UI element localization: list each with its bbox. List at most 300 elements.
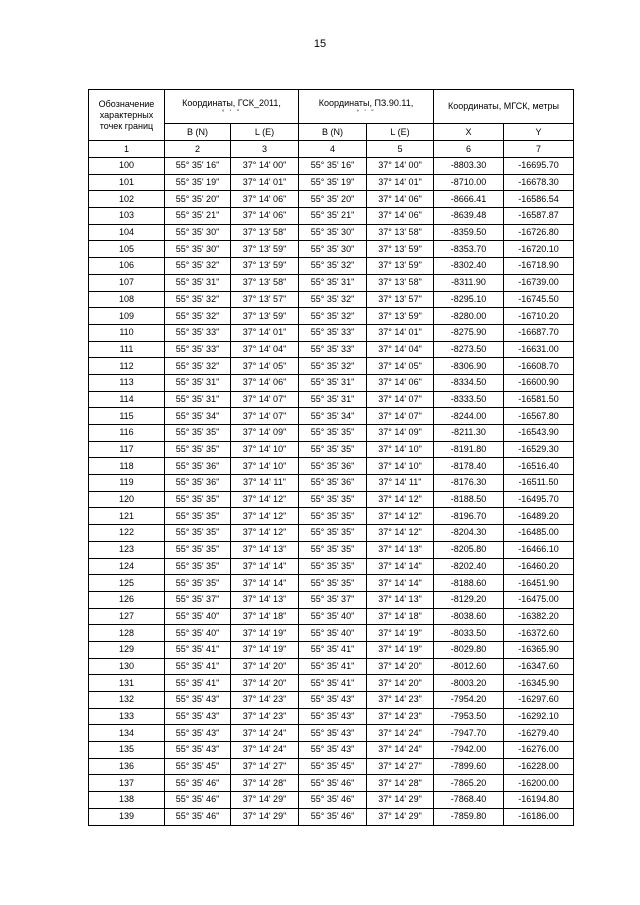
l-gsk-cell: 37° 14' 14" xyxy=(231,558,299,575)
b-gsk-cell: 55° 35' 40" xyxy=(165,608,231,625)
y-cell: -16718.90 xyxy=(504,258,574,275)
table-row xyxy=(89,491,574,508)
l-pz-cell: 37° 13' 58" xyxy=(367,224,434,241)
table-row xyxy=(89,692,574,709)
b-gsk-cell: 55° 35' 35" xyxy=(165,525,231,542)
header-point-label: Обозначение характерных точек границ xyxy=(89,90,165,141)
l-gsk-cell: 37° 14' 07" xyxy=(231,391,299,408)
header-sub-l-gsk: L (E) xyxy=(231,124,299,141)
point-id-cell: 126 xyxy=(89,591,165,608)
l-gsk-cell: 37° 14' 19" xyxy=(231,641,299,658)
y-cell: -16608.70 xyxy=(504,358,574,375)
l-gsk-cell: 37° 14' 19" xyxy=(231,625,299,642)
l-pz-cell: 37° 14' 24" xyxy=(367,725,434,742)
point-id-cell: 102 xyxy=(89,191,165,208)
point-id-cell: 119 xyxy=(89,475,165,492)
table-row xyxy=(89,708,574,725)
b-pz-cell: 55° 35' 30" xyxy=(299,241,367,258)
l-gsk-cell: 37° 14' 13" xyxy=(231,591,299,608)
table-row xyxy=(89,758,574,775)
l-pz-cell: 37° 14' 06" xyxy=(367,191,434,208)
table-row xyxy=(89,274,574,291)
table-row xyxy=(89,742,574,759)
b-pz-cell: 55° 35' 20" xyxy=(299,191,367,208)
point-id-cell: 105 xyxy=(89,241,165,258)
point-id-cell: 135 xyxy=(89,742,165,759)
l-pz-cell: 37° 14' 12" xyxy=(367,491,434,508)
l-gsk-cell: 37° 14' 23" xyxy=(231,708,299,725)
y-cell: -16631.00 xyxy=(504,341,574,358)
y-cell: -16495.70 xyxy=(504,491,574,508)
b-gsk-cell: 55° 35' 41" xyxy=(165,658,231,675)
point-id-cell: 131 xyxy=(89,675,165,692)
b-gsk-cell: 55° 35' 30" xyxy=(165,224,231,241)
x-cell: -8803.30 xyxy=(434,158,504,175)
x-cell: -7954.20 xyxy=(434,692,504,709)
x-cell: -8302.40 xyxy=(434,258,504,275)
b-pz-cell: 55° 35' 35" xyxy=(299,441,367,458)
header-sub-b-pz: B (N) xyxy=(299,124,367,141)
header-sub-l-pz: L (E) xyxy=(367,124,434,141)
l-gsk-cell: 37° 14' 14" xyxy=(231,575,299,592)
table-row xyxy=(89,808,574,825)
y-cell: -16581.50 xyxy=(504,391,574,408)
y-cell: -16687.70 xyxy=(504,324,574,341)
table-row xyxy=(89,374,574,391)
l-gsk-cell: 37° 14' 01" xyxy=(231,324,299,341)
y-cell: -16279.40 xyxy=(504,725,574,742)
b-gsk-cell: 55° 35' 36" xyxy=(165,475,231,492)
header-num-2: 2 xyxy=(165,141,231,158)
l-pz-cell: 37° 14' 05" xyxy=(367,358,434,375)
header-group-pz9011-title: Координаты, ПЗ.90.11, xyxy=(318,97,414,108)
point-id-cell: 130 xyxy=(89,658,165,675)
l-gsk-cell: 37° 14' 07" xyxy=(231,408,299,425)
l-gsk-cell: 37° 14' 13" xyxy=(231,541,299,558)
x-cell: -7865.20 xyxy=(434,775,504,792)
b-pz-cell: 55° 35' 43" xyxy=(299,692,367,709)
x-cell: -8295.10 xyxy=(434,291,504,308)
b-gsk-cell: 55° 35' 45" xyxy=(165,758,231,775)
header-num-6: 6 xyxy=(434,141,504,158)
l-pz-cell: 37° 14' 19" xyxy=(367,641,434,658)
b-gsk-cell: 55° 35' 33" xyxy=(165,324,231,341)
x-cell: -7953.50 xyxy=(434,708,504,725)
x-cell: -8176.30 xyxy=(434,475,504,492)
x-cell: -8639.48 xyxy=(434,208,504,225)
b-pz-cell: 55° 35' 45" xyxy=(299,758,367,775)
y-cell: -16292.10 xyxy=(504,708,574,725)
x-cell: -7868.40 xyxy=(434,792,504,809)
l-pz-cell: 37° 14' 13" xyxy=(367,591,434,608)
b-pz-cell: 55° 35' 32" xyxy=(299,308,367,325)
b-pz-cell: 55° 35' 40" xyxy=(299,625,367,642)
l-pz-cell: 37° 14' 09" xyxy=(367,425,434,442)
b-pz-cell: 55° 35' 30" xyxy=(299,224,367,241)
l-pz-cell: 37° 14' 23" xyxy=(367,692,434,709)
point-id-cell: 134 xyxy=(89,725,165,742)
b-gsk-cell: 55° 35' 32" xyxy=(165,308,231,325)
l-gsk-cell: 37° 14' 24" xyxy=(231,742,299,759)
x-cell: -8306.90 xyxy=(434,358,504,375)
b-pz-cell: 55° 35' 35" xyxy=(299,525,367,542)
l-gsk-cell: 37° 14' 11" xyxy=(231,475,299,492)
point-id-cell: 103 xyxy=(89,208,165,225)
point-id-cell: 123 xyxy=(89,541,165,558)
b-gsk-cell: 55° 35' 46" xyxy=(165,808,231,825)
y-cell: -16587.87 xyxy=(504,208,574,225)
point-id-cell: 115 xyxy=(89,408,165,425)
l-gsk-cell: 37° 14' 10" xyxy=(231,441,299,458)
point-id-cell: 108 xyxy=(89,291,165,308)
b-pz-cell: 55° 35' 35" xyxy=(299,491,367,508)
b-pz-cell: 55° 35' 41" xyxy=(299,658,367,675)
b-gsk-cell: 55° 35' 46" xyxy=(165,792,231,809)
l-pz-cell: 37° 14' 23" xyxy=(367,708,434,725)
l-gsk-cell: 37° 14' 06" xyxy=(231,191,299,208)
l-pz-cell: 37° 14' 04" xyxy=(367,341,434,358)
b-pz-cell: 55° 35' 41" xyxy=(299,675,367,692)
l-pz-cell: 37° 14' 27" xyxy=(367,758,434,775)
x-cell: -8710.00 xyxy=(434,174,504,191)
table-row xyxy=(89,591,574,608)
b-gsk-cell: 55° 35' 35" xyxy=(165,508,231,525)
b-pz-cell: 55° 35' 46" xyxy=(299,792,367,809)
point-id-cell: 109 xyxy=(89,308,165,325)
table-row xyxy=(89,525,574,542)
x-cell: -8280.00 xyxy=(434,308,504,325)
l-gsk-cell: 37° 14' 28" xyxy=(231,775,299,792)
b-gsk-cell: 55° 35' 43" xyxy=(165,742,231,759)
l-gsk-cell: 37° 14' 09" xyxy=(231,425,299,442)
header-group-gsk2011-title: Координаты, ГСК_2011, xyxy=(182,97,281,108)
b-pz-cell: 55° 35' 43" xyxy=(299,725,367,742)
l-pz-cell: 37° 14' 12" xyxy=(367,525,434,542)
x-cell: -8003.20 xyxy=(434,675,504,692)
header-group-mgsk: Координаты, МГСК, метры xyxy=(434,90,574,124)
x-cell: -8359.50 xyxy=(434,224,504,241)
table-row xyxy=(89,675,574,692)
y-cell: -16466.10 xyxy=(504,541,574,558)
table-row xyxy=(89,541,574,558)
l-gsk-cell: 37° 13' 59" xyxy=(231,258,299,275)
table-row xyxy=(89,641,574,658)
l-pz-cell: 37° 14' 06" xyxy=(367,208,434,225)
y-cell: -16345.90 xyxy=(504,675,574,692)
y-cell: -16475.00 xyxy=(504,591,574,608)
x-cell: -8129.20 xyxy=(434,591,504,608)
y-cell: -16347.60 xyxy=(504,658,574,675)
point-id-cell: 132 xyxy=(89,692,165,709)
b-pz-cell: 55° 35' 32" xyxy=(299,291,367,308)
b-pz-cell: 55° 35' 41" xyxy=(299,641,367,658)
point-id-cell: 121 xyxy=(89,508,165,525)
header-group-pz9011-units: ° ' " xyxy=(356,109,376,116)
l-gsk-cell: 37° 13' 58" xyxy=(231,224,299,241)
table-row xyxy=(89,358,574,375)
l-pz-cell: 37° 13' 59" xyxy=(367,241,434,258)
header-num-3: 3 xyxy=(231,141,299,158)
y-cell: -16194.80 xyxy=(504,792,574,809)
l-pz-cell: 37° 14' 18" xyxy=(367,608,434,625)
x-cell: -8188.50 xyxy=(434,491,504,508)
table-body xyxy=(89,158,574,826)
header-group-gsk2011 xyxy=(165,90,299,124)
y-cell: -16726.80 xyxy=(504,224,574,241)
point-id-cell: 118 xyxy=(89,458,165,475)
b-pz-cell: 55° 35' 35" xyxy=(299,575,367,592)
x-cell: -8666.41 xyxy=(434,191,504,208)
b-pz-cell: 55° 35' 19" xyxy=(299,174,367,191)
l-pz-cell: 37° 14' 12" xyxy=(367,508,434,525)
b-pz-cell: 55° 35' 31" xyxy=(299,274,367,291)
x-cell: -8333.50 xyxy=(434,391,504,408)
y-cell: -16745.50 xyxy=(504,291,574,308)
header-sub-b-gsk: B (N) xyxy=(165,124,231,141)
l-gsk-cell: 37° 14' 29" xyxy=(231,792,299,809)
b-gsk-cell: 55° 35' 19" xyxy=(165,174,231,191)
y-cell: -16695.70 xyxy=(504,158,574,175)
x-cell: -8353.70 xyxy=(434,241,504,258)
b-gsk-cell: 55° 35' 34" xyxy=(165,408,231,425)
b-pz-cell: 55° 35' 40" xyxy=(299,608,367,625)
b-pz-cell: 55° 35' 35" xyxy=(299,425,367,442)
l-pz-cell: 37° 14' 20" xyxy=(367,658,434,675)
point-id-cell: 110 xyxy=(89,324,165,341)
point-id-cell: 112 xyxy=(89,358,165,375)
b-gsk-cell: 55° 35' 46" xyxy=(165,775,231,792)
l-pz-cell: 37° 14' 00" xyxy=(367,158,434,175)
point-id-cell: 106 xyxy=(89,258,165,275)
l-pz-cell: 37° 14' 28" xyxy=(367,775,434,792)
y-cell: -16228.00 xyxy=(504,758,574,775)
b-gsk-cell: 55° 35' 43" xyxy=(165,725,231,742)
l-pz-cell: 37° 13' 59" xyxy=(367,258,434,275)
y-cell: -16678.30 xyxy=(504,174,574,191)
table-row xyxy=(89,425,574,442)
l-pz-cell: 37° 13' 58" xyxy=(367,274,434,291)
point-id-cell: 111 xyxy=(89,341,165,358)
b-pz-cell: 55° 35' 32" xyxy=(299,358,367,375)
x-cell: -8211.30 xyxy=(434,425,504,442)
b-pz-cell: 55° 35' 43" xyxy=(299,708,367,725)
table-row xyxy=(89,158,574,175)
b-pz-cell: 55° 35' 46" xyxy=(299,775,367,792)
y-cell: -16297.60 xyxy=(504,692,574,709)
y-cell: -16710.20 xyxy=(504,308,574,325)
l-gsk-cell: 37° 14' 06" xyxy=(231,208,299,225)
x-cell: -8038.60 xyxy=(434,608,504,625)
b-gsk-cell: 55° 35' 20" xyxy=(165,191,231,208)
point-id-cell: 133 xyxy=(89,708,165,725)
b-gsk-cell: 55° 35' 32" xyxy=(165,291,231,308)
b-pz-cell: 55° 35' 36" xyxy=(299,458,367,475)
b-gsk-cell: 55° 35' 31" xyxy=(165,274,231,291)
header-group-gsk2011-units: ° ' " xyxy=(221,109,241,116)
table-row xyxy=(89,441,574,458)
l-pz-cell: 37° 14' 14" xyxy=(367,558,434,575)
y-cell: -16586.54 xyxy=(504,191,574,208)
x-cell: -7942.00 xyxy=(434,742,504,759)
b-gsk-cell: 55° 35' 43" xyxy=(165,708,231,725)
l-pz-cell: 37° 13' 57" xyxy=(367,291,434,308)
b-gsk-cell: 55° 35' 31" xyxy=(165,391,231,408)
b-pz-cell: 55° 35' 35" xyxy=(299,541,367,558)
y-cell: -16451.90 xyxy=(504,575,574,592)
y-cell: -16372.60 xyxy=(504,625,574,642)
y-cell: -16720.10 xyxy=(504,241,574,258)
x-cell: -8188.60 xyxy=(434,575,504,592)
l-pz-cell: 37° 14' 11" xyxy=(367,475,434,492)
b-gsk-cell: 55° 35' 35" xyxy=(165,575,231,592)
y-cell: -16382.20 xyxy=(504,608,574,625)
l-pz-cell: 37° 14' 07" xyxy=(367,408,434,425)
l-pz-cell: 37° 13' 59" xyxy=(367,308,434,325)
l-pz-cell: 37° 14' 06" xyxy=(367,374,434,391)
x-cell: -7859.80 xyxy=(434,808,504,825)
y-cell: -16460.20 xyxy=(504,558,574,575)
b-gsk-cell: 55° 35' 40" xyxy=(165,625,231,642)
table-row xyxy=(89,558,574,575)
b-gsk-cell: 55° 35' 33" xyxy=(165,341,231,358)
b-pz-cell: 55° 35' 43" xyxy=(299,742,367,759)
page-number: 15 xyxy=(313,38,327,50)
point-id-cell: 127 xyxy=(89,608,165,625)
l-pz-cell: 37° 14' 13" xyxy=(367,541,434,558)
table-row xyxy=(89,775,574,792)
point-id-cell: 104 xyxy=(89,224,165,241)
table-row xyxy=(89,458,574,475)
point-id-cell: 100 xyxy=(89,158,165,175)
l-gsk-cell: 37° 14' 00" xyxy=(231,158,299,175)
l-gsk-cell: 37° 13' 58" xyxy=(231,274,299,291)
table-row xyxy=(89,658,574,675)
table-row xyxy=(89,224,574,241)
x-cell: -8178.40 xyxy=(434,458,504,475)
point-id-cell: 116 xyxy=(89,425,165,442)
b-gsk-cell: 55° 35' 35" xyxy=(165,558,231,575)
b-gsk-cell: 55° 35' 41" xyxy=(165,675,231,692)
x-cell: -8196.70 xyxy=(434,508,504,525)
b-pz-cell: 55° 35' 36" xyxy=(299,475,367,492)
table-row xyxy=(89,508,574,525)
b-pz-cell: 55° 35' 16" xyxy=(299,158,367,175)
point-id-cell: 120 xyxy=(89,491,165,508)
l-pz-cell: 37° 14' 19" xyxy=(367,625,434,642)
y-cell: -16365.90 xyxy=(504,641,574,658)
l-gsk-cell: 37° 14' 24" xyxy=(231,725,299,742)
header-group-pz9011 xyxy=(299,90,434,124)
l-gsk-cell: 37° 14' 01" xyxy=(231,174,299,191)
l-pz-cell: 37° 14' 10" xyxy=(367,458,434,475)
x-cell: -8244.00 xyxy=(434,408,504,425)
header-num-4: 4 xyxy=(299,141,367,158)
table-row xyxy=(89,324,574,341)
table-row xyxy=(89,258,574,275)
b-pz-cell: 55° 35' 31" xyxy=(299,374,367,391)
l-gsk-cell: 37° 13' 59" xyxy=(231,308,299,325)
table-row xyxy=(89,191,574,208)
point-id-cell: 139 xyxy=(89,808,165,825)
b-gsk-cell: 55° 35' 37" xyxy=(165,591,231,608)
b-pz-cell: 55° 35' 21" xyxy=(299,208,367,225)
point-id-cell: 117 xyxy=(89,441,165,458)
b-pz-cell: 55° 35' 37" xyxy=(299,591,367,608)
b-gsk-cell: 55° 35' 32" xyxy=(165,358,231,375)
l-gsk-cell: 37° 14' 04" xyxy=(231,341,299,358)
l-pz-cell: 37° 14' 14" xyxy=(367,575,434,592)
l-gsk-cell: 37° 13' 57" xyxy=(231,291,299,308)
x-cell: -7899.60 xyxy=(434,758,504,775)
point-id-cell: 113 xyxy=(89,374,165,391)
y-cell: -16739.00 xyxy=(504,274,574,291)
x-cell: -8334.50 xyxy=(434,374,504,391)
header-num-7: 7 xyxy=(504,141,574,158)
b-pz-cell: 55° 35' 35" xyxy=(299,558,367,575)
table-row xyxy=(89,391,574,408)
b-pz-cell: 55° 35' 34" xyxy=(299,408,367,425)
table-row xyxy=(89,625,574,642)
y-cell: -16485.00 xyxy=(504,525,574,542)
l-pz-cell: 37° 14' 01" xyxy=(367,174,434,191)
l-gsk-cell: 37° 14' 10" xyxy=(231,458,299,475)
table-row xyxy=(89,291,574,308)
table-row xyxy=(89,174,574,191)
table-row xyxy=(89,792,574,809)
b-pz-cell: 55° 35' 33" xyxy=(299,341,367,358)
table-row xyxy=(89,341,574,358)
x-cell: -8012.60 xyxy=(434,658,504,675)
header-sub-y: Y xyxy=(504,124,574,141)
l-gsk-cell: 37° 14' 23" xyxy=(231,692,299,709)
l-pz-cell: 37° 14' 29" xyxy=(367,792,434,809)
point-id-cell: 137 xyxy=(89,775,165,792)
b-gsk-cell: 55° 35' 43" xyxy=(165,692,231,709)
b-gsk-cell: 55° 35' 31" xyxy=(165,374,231,391)
point-id-cell: 114 xyxy=(89,391,165,408)
point-id-cell: 122 xyxy=(89,525,165,542)
point-id-cell: 128 xyxy=(89,625,165,642)
point-id-cell: 107 xyxy=(89,274,165,291)
x-cell: -8275.90 xyxy=(434,324,504,341)
l-gsk-cell: 37° 14' 29" xyxy=(231,808,299,825)
l-pz-cell: 37° 14' 20" xyxy=(367,675,434,692)
l-pz-cell: 37° 14' 01" xyxy=(367,324,434,341)
header-sub-x: X xyxy=(434,124,504,141)
b-gsk-cell: 55° 35' 32" xyxy=(165,258,231,275)
b-pz-cell: 55° 35' 35" xyxy=(299,508,367,525)
l-pz-cell: 37° 14' 07" xyxy=(367,391,434,408)
table-row xyxy=(89,608,574,625)
table-row xyxy=(89,408,574,425)
y-cell: -16567.80 xyxy=(504,408,574,425)
y-cell: -16543.90 xyxy=(504,425,574,442)
header-num-5: 5 xyxy=(367,141,434,158)
table-row xyxy=(89,475,574,492)
point-id-cell: 125 xyxy=(89,575,165,592)
b-gsk-cell: 55° 35' 36" xyxy=(165,458,231,475)
b-gsk-cell: 55° 35' 35" xyxy=(165,441,231,458)
l-gsk-cell: 37° 14' 12" xyxy=(231,491,299,508)
b-gsk-cell: 55° 35' 35" xyxy=(165,491,231,508)
y-cell: -16489.20 xyxy=(504,508,574,525)
table-row xyxy=(89,208,574,225)
l-gsk-cell: 37° 14' 12" xyxy=(231,525,299,542)
table-row xyxy=(89,308,574,325)
b-gsk-cell: 55° 35' 35" xyxy=(165,541,231,558)
l-pz-cell: 37° 14' 10" xyxy=(367,441,434,458)
y-cell: -16276.00 xyxy=(504,742,574,759)
